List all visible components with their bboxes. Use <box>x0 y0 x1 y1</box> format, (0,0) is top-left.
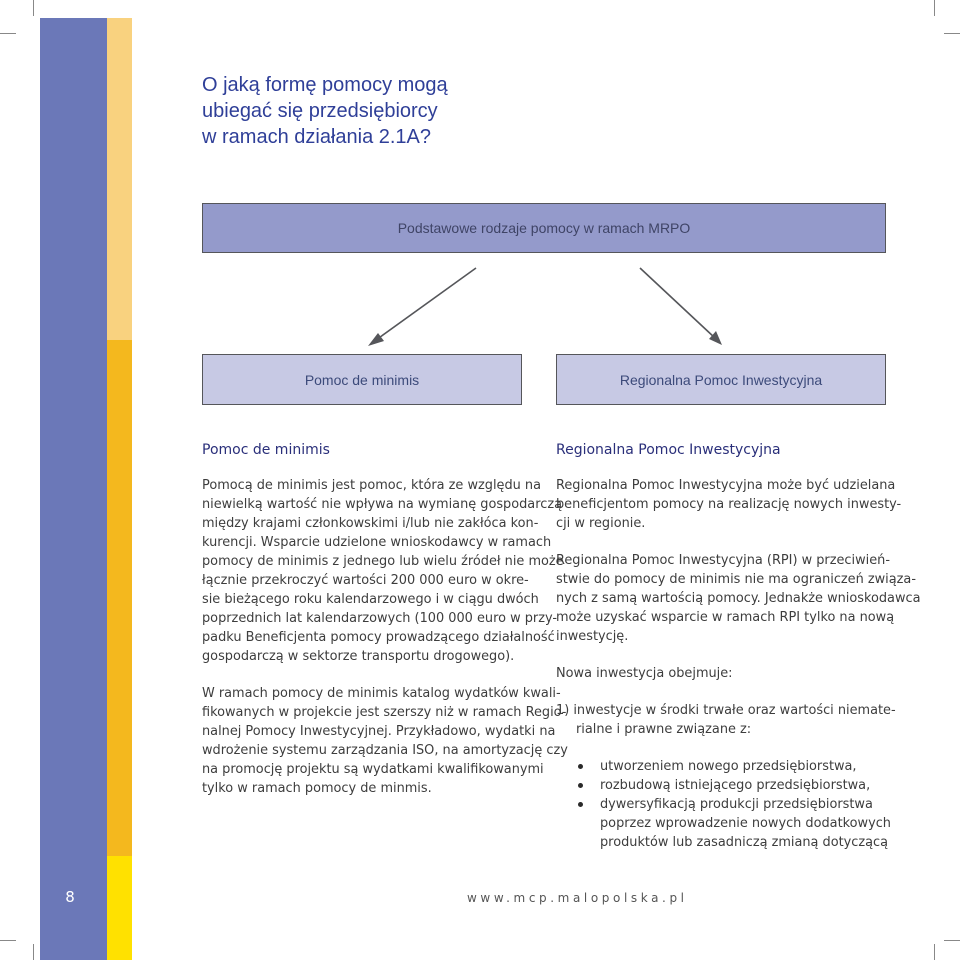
arrow-right <box>640 268 715 338</box>
numbered-item <box>556 701 896 739</box>
text-line: dywersyfikacją produkcji przedsiębiorstwa <box>600 797 873 812</box>
paragraph <box>556 476 902 533</box>
text-line: rialne i prawne związane z: <box>576 722 752 737</box>
text-line: poprzednich lat kalendarzowych (100 000 euro w przy- <box>202 611 558 626</box>
paragraph <box>202 476 564 666</box>
text-line: nalnej Pomocy Inwestycyjnej. Przykładowo, wydatki na <box>202 724 556 739</box>
arrowhead-right <box>709 331 722 345</box>
section-heading: Regionalna Pomoc Inwestycyjna <box>556 442 781 458</box>
text-line: na promocję projektu są wydatkami kwalifikowanymi <box>202 762 544 777</box>
text-line: produktów lub zasadniczą zmianą dotyczącą <box>600 835 889 850</box>
title-line: O jaką formę pomocy mogą <box>202 74 448 96</box>
text-line: fikowanych w projekcie jest szerszy niż w ramach Regio- <box>202 705 567 720</box>
right-column <box>556 440 921 852</box>
text-line: rozbudową istniejącego przedsiębiorstwa, <box>600 778 871 793</box>
paragraph <box>202 684 568 798</box>
diagram-box-rpi: Regionalna Pomoc Inwestycyjna <box>556 354 886 405</box>
text-line: łącznie przekroczyć wartości 200 000 euro w okre- <box>202 573 529 588</box>
text-line: Regionalna Pomoc Inwestycyjna (RPI) w przeciwień- <box>556 553 890 568</box>
text-line: inwestycję. <box>556 629 629 644</box>
text-line: sie bieżącego roku kalendarzowego i w ciągu dwóch <box>202 592 539 607</box>
list-item <box>556 776 886 795</box>
text-line: W ramach pomocy de minimis katalog wydatków kwali- <box>202 686 561 701</box>
text-line: pomocy de minimis z jednego lub wielu źródeł nie może <box>202 554 564 569</box>
text-line: tylko w ramach pomocy de minmis. <box>202 781 432 796</box>
title-line: ubiegać się przedsiębiorcy <box>202 100 438 122</box>
section-heading: Pomoc de minimis <box>202 442 330 458</box>
page-number: 8 <box>65 888 75 906</box>
text-line: wdrożenie systemu zarządzania ISO, na amortyzację czy <box>202 743 568 758</box>
text-line: między krajami członkowskimi i/lub nie zakłóca kon- <box>202 516 539 531</box>
bullet-icon <box>578 764 583 769</box>
title-line: w ramach działania 2.1A? <box>202 126 432 148</box>
text-line: gospodarczą w sektorze transportu drogowego). <box>202 649 515 664</box>
bullet-icon <box>578 802 583 807</box>
text-line: nych z samą wartością pomocy. Jednakże wnioskodawca <box>556 591 921 606</box>
paragraph: Nowa inwestycja obejmuje: <box>556 666 733 681</box>
text-line: utworzeniem nowego przedsiębiorstwa, <box>600 759 857 774</box>
text-line: Pomocą de minimis jest pomoc, która ze względu na <box>202 478 541 493</box>
text-line: kurencji. Wsparcie udzielone wnioskodawcy w ramach <box>202 535 552 550</box>
text-line: poprzez wprowadzenie nowych dodatkowych <box>600 816 891 831</box>
text-line: padku Beneficjenta pomocy prowadzącego działalność <box>202 630 555 645</box>
bullet-icon <box>578 783 583 788</box>
list-item <box>556 795 891 852</box>
footer-url: www.mcp.malopolska.pl <box>467 891 688 905</box>
text-line: 1) inwestycje w środki trwałe oraz wartości niemate- <box>556 703 896 718</box>
arrow-left <box>376 268 476 340</box>
text-line: stwie do pomocy de minimis nie ma ograniczeń związa- <box>556 572 916 587</box>
diagram-top-box: Podstawowe rodzaje pomocy w ramach MRPO <box>202 203 886 253</box>
text-line: Regionalna Pomoc Inwestycyjna może być udzielana <box>556 478 896 493</box>
diagram-box-de-minimis: Pomoc de minimis <box>202 354 522 405</box>
text-line: cji w regionie. <box>556 516 646 531</box>
text-line: beneficjentom pomocy na realizację nowych inwesty- <box>556 497 902 512</box>
paragraph <box>556 551 921 646</box>
text-line: niewielką wartość nie wpływa na wymianę gospodarczą <box>202 497 562 512</box>
left-column <box>202 440 568 798</box>
text-line: może uzyskać wsparcie w ramach RPI tylko na nową <box>556 610 895 625</box>
list-item <box>556 757 886 776</box>
bullet-list <box>556 757 891 852</box>
arrowhead-left <box>368 333 384 346</box>
